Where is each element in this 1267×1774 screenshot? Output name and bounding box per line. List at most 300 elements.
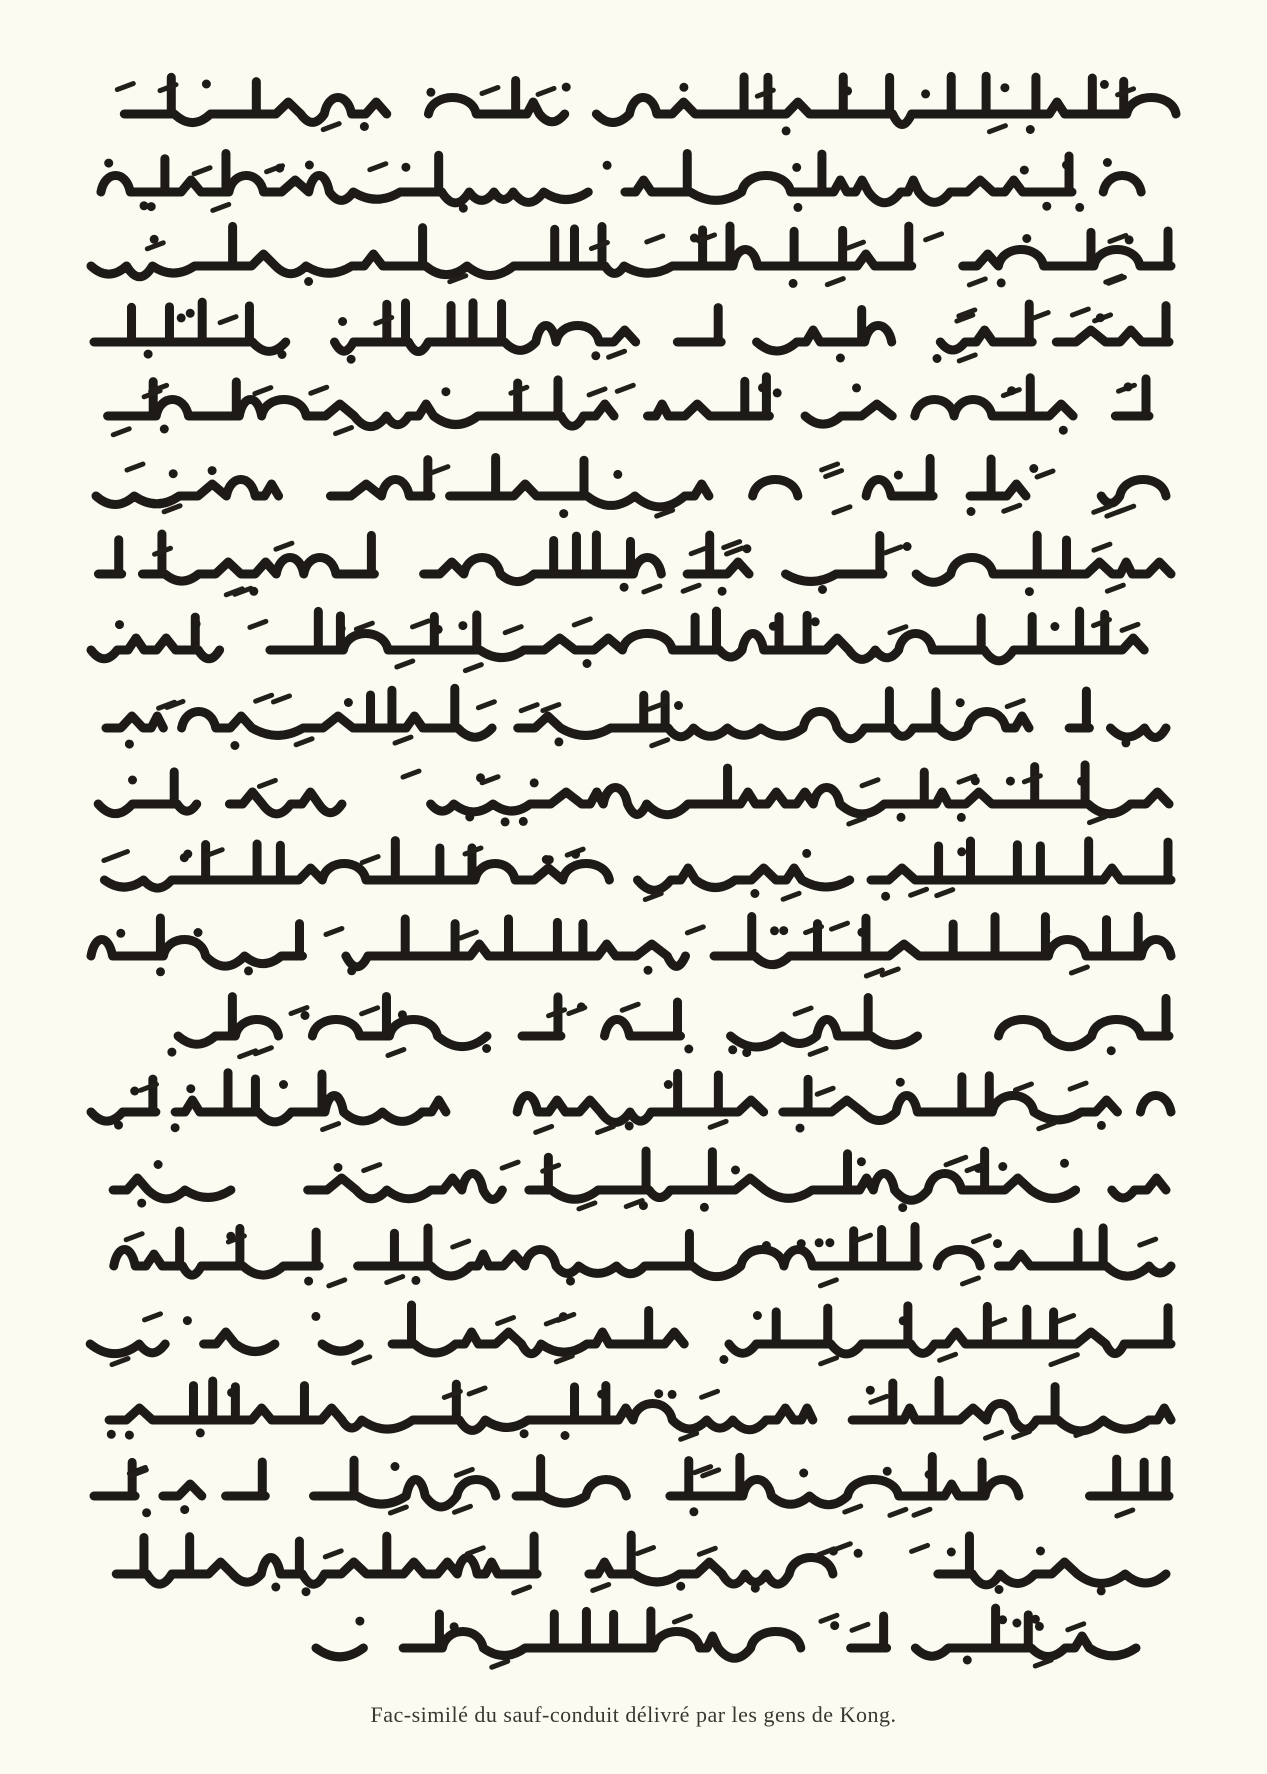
diacritic-dot: [208, 466, 217, 475]
diacritic-dot: [921, 89, 930, 98]
diacritic-mark: [276, 543, 292, 549]
diacritic-dot: [793, 203, 802, 212]
diacritic-dot: [1075, 203, 1084, 212]
diacritic-dot: [654, 1389, 663, 1398]
diacritic-mark: [912, 1545, 928, 1551]
diacritic-mark: [702, 1391, 718, 1397]
diacritic-dot: [355, 1617, 364, 1626]
diacritic-mark: [831, 923, 847, 929]
diacritic-mark: [326, 929, 342, 935]
diacritic-mark: [589, 389, 605, 395]
diacritic-dot: [897, 813, 906, 822]
diacritic-mark: [699, 1548, 715, 1554]
diacritic-dot: [1042, 202, 1051, 211]
diacritic-dot: [836, 354, 845, 363]
script-stroke: [108, 377, 1149, 427]
diacritic-dot: [797, 1239, 806, 1248]
diacritic-mark: [1032, 313, 1048, 319]
diacritic-dot: [115, 620, 124, 629]
diacritic-dot: [854, 1549, 863, 1558]
diacritic-mark: [465, 665, 481, 671]
manuscript-line: [86, 684, 1196, 750]
diacritic-dot: [183, 1316, 192, 1325]
diacritic-dot: [843, 86, 852, 95]
diacritic-dot: [731, 1166, 740, 1175]
diacritic-dot: [753, 1311, 762, 1320]
diacritic-mark: [638, 1548, 654, 1554]
diacritic-mark: [986, 1432, 1002, 1438]
diacritic-mark: [826, 471, 842, 477]
diacritic-mark: [1051, 1359, 1067, 1365]
diacritic-mark: [390, 1507, 406, 1513]
diacritic-mark: [959, 355, 975, 361]
diacritic-mark: [498, 1318, 514, 1324]
diacritic-dot: [192, 619, 201, 628]
diacritic-dot: [591, 351, 600, 360]
diacritic-dot: [690, 234, 699, 243]
diacritic-dot: [664, 1080, 673, 1089]
diacritic-dot: [1100, 80, 1109, 89]
diacritic-dot: [360, 122, 369, 131]
diacritic-mark: [502, 1162, 518, 1168]
diacritic-mark: [456, 1469, 472, 1475]
diacritic-mark: [505, 627, 521, 633]
diacritic-dot: [830, 1621, 839, 1630]
diacritic-mark: [1122, 624, 1138, 630]
diacritic-dot: [1107, 1046, 1116, 1055]
diacritic-dot: [147, 202, 156, 211]
diacritic-mark: [810, 1048, 826, 1054]
diacritic-mark: [453, 1241, 469, 1247]
diacritic-mark: [250, 621, 266, 627]
diacritic-mark: [597, 1127, 613, 1133]
manuscript-line: [86, 1146, 1196, 1212]
diacritic-dot: [866, 1386, 875, 1395]
diacritic-dot: [597, 1390, 606, 1399]
diacritic-dot: [1025, 587, 1034, 596]
diacritic-mark: [724, 542, 740, 548]
diacritic-dot: [186, 1084, 195, 1093]
diacritic-dot: [271, 1583, 280, 1592]
script-stroke: [94, 1456, 1169, 1507]
diacritic-dot: [562, 83, 571, 92]
script-stroke: [101, 153, 1141, 202]
diacritic-dot: [116, 929, 125, 938]
diacritic-mark: [683, 585, 699, 591]
diacritic-dot: [301, 1011, 310, 1020]
diacritic-dot: [171, 1123, 180, 1132]
diacritic-dot: [125, 740, 134, 749]
manuscript-line: [86, 606, 1196, 672]
diacritic-dot: [104, 159, 113, 168]
diacritic-mark: [397, 661, 413, 667]
diacritic-dot: [542, 855, 551, 864]
diacritic-dot: [1022, 234, 1031, 243]
diacritic-dot: [482, 1044, 491, 1053]
script-stroke: [98, 765, 1169, 815]
diacritic-dot: [857, 1157, 866, 1166]
diacritic-mark: [1110, 235, 1126, 241]
diacritic-dot: [227, 1388, 236, 1397]
diacritic-dot: [107, 1430, 116, 1439]
diacritic-dot: [154, 1160, 163, 1169]
diacritic-dot: [1121, 738, 1130, 747]
diacritic-dot: [144, 350, 153, 359]
diacritic-dot: [894, 471, 903, 480]
diacritic-dot: [1012, 1619, 1021, 1628]
diacritic-mark: [890, 1509, 906, 1515]
manuscript-line: [86, 1530, 1196, 1596]
diacritic-mark: [885, 547, 901, 553]
diacritic-mark: [989, 126, 1005, 132]
diacritic-dot: [302, 1587, 311, 1596]
diacritic-dot: [674, 701, 683, 710]
diacritic-mark: [538, 88, 554, 94]
diacritic-mark: [556, 1356, 572, 1362]
diacritic-dot: [561, 1431, 570, 1440]
diacritic-dot: [1124, 382, 1133, 391]
diacritic-dot: [742, 1048, 751, 1057]
diacritic-dot: [967, 507, 976, 516]
diacritic-dot: [644, 966, 653, 975]
diacritic-mark: [478, 702, 494, 708]
diacritic-dot: [311, 1312, 320, 1321]
diacritic-dot: [167, 1048, 176, 1057]
diacritic-dot: [802, 849, 811, 858]
manuscript-line: [86, 1376, 1196, 1442]
manuscript-line: [86, 148, 1196, 214]
diacritic-mark: [871, 1396, 887, 1402]
diacritic-dot: [391, 1462, 400, 1471]
diacritic-dot: [279, 1080, 288, 1089]
manuscript-line: [86, 452, 1196, 518]
manuscript-line: [86, 1452, 1196, 1518]
diacritic-dot: [347, 966, 356, 975]
diacritic-mark: [155, 548, 171, 554]
diacritic-mark: [465, 848, 481, 854]
diacritic-mark: [849, 818, 865, 824]
manuscript-line: [86, 530, 1196, 596]
diacritic-dot: [130, 1087, 139, 1096]
diacritic-dot: [226, 1232, 235, 1241]
diacritic-dot: [501, 817, 510, 826]
diacritic-dot: [450, 1622, 459, 1631]
script-stroke: [316, 1608, 1136, 1658]
diacritic-dot: [947, 1548, 956, 1557]
diacritic-dot: [603, 161, 612, 170]
diacritic-mark: [1037, 471, 1053, 477]
diacritic-mark: [323, 1124, 339, 1130]
manuscript-line: [86, 760, 1196, 826]
diacritic-mark: [104, 855, 120, 861]
diacritic-mark: [259, 780, 275, 786]
diacritic-dot: [789, 279, 798, 288]
arabic-manuscript-image: [86, 60, 1196, 1645]
diacritic-dot: [963, 1656, 972, 1665]
script-stroke: [113, 1151, 1166, 1200]
diacritic-mark: [593, 1585, 609, 1591]
diacritic-mark: [387, 1277, 403, 1283]
diacritic-dot: [1000, 83, 1009, 92]
diacritic-dot: [160, 425, 169, 434]
diacritic-mark: [370, 164, 386, 170]
diacritic-dot: [1050, 622, 1059, 631]
diacritic-dot: [1062, 161, 1071, 170]
diacritic-dot: [180, 1505, 189, 1514]
diacritic-mark: [645, 894, 661, 900]
diacritic-mark: [273, 696, 289, 702]
diacritic-dot: [998, 1615, 1007, 1624]
diacritic-dot: [275, 164, 284, 173]
diacritic-dot: [344, 698, 353, 707]
diacritic-mark: [1107, 510, 1123, 516]
facsimile-plate: [62, 48, 1212, 1668]
diacritic-mark: [362, 1008, 378, 1014]
diacritic-mark: [914, 1509, 930, 1515]
figure-caption: Fac-similé du sauf-conduit délivré par les gens de Kong.: [370, 1702, 897, 1727]
diacritic-dot: [956, 698, 965, 707]
diacritic-mark: [1094, 544, 1110, 550]
manuscript-line: [86, 1300, 1196, 1366]
diacritic-mark: [609, 351, 625, 357]
diacritic-mark: [543, 705, 559, 711]
diacritic-dot: [278, 350, 287, 359]
diacritic-mark: [940, 1354, 956, 1360]
diacritic-mark: [644, 586, 660, 592]
diacritic-dot: [186, 309, 195, 318]
manuscript-line: [86, 1222, 1196, 1288]
diacritic-mark: [126, 1234, 142, 1240]
diacritic-dot: [995, 1585, 1004, 1594]
diacritic-mark: [1035, 1660, 1051, 1666]
diacritic-dot: [202, 80, 211, 89]
diacritic-dot: [304, 1277, 313, 1286]
manuscript-line: [86, 372, 1196, 438]
diacritic-mark: [323, 124, 339, 130]
diacritic-dot: [426, 88, 435, 97]
diacritic-mark: [403, 771, 419, 777]
diacritic-dot: [811, 617, 820, 626]
diacritic-dot: [458, 621, 467, 630]
diacritic-mark: [127, 464, 143, 470]
diacritic-dot: [583, 659, 592, 668]
diacritic-mark: [834, 1544, 850, 1550]
diacritic-dot: [1007, 386, 1016, 395]
diacritic-mark: [412, 621, 428, 627]
diacritic-mark: [946, 1159, 962, 1165]
script-stroke: [91, 1073, 1171, 1123]
diacritic-mark: [1089, 817, 1105, 823]
diacritic-dot: [530, 778, 539, 787]
diacritic-mark: [937, 890, 953, 896]
manuscript-line: [86, 70, 1196, 136]
diacritic-mark: [821, 1358, 837, 1364]
diacritic-mark: [681, 1433, 697, 1439]
diacritic-dot: [993, 1239, 1002, 1248]
diacritic-dot: [114, 1121, 123, 1130]
diacritic-mark: [795, 1008, 811, 1014]
diacritic-dot: [925, 1470, 934, 1479]
diacritic-dot: [334, 1163, 343, 1172]
diacritic-mark: [1070, 1083, 1086, 1089]
diacritic-dot: [196, 1428, 205, 1437]
diacritic-dot: [799, 1469, 808, 1478]
diacritic-dot: [719, 1355, 728, 1364]
script-stroke: [94, 996, 1169, 1046]
script-stroke: [91, 226, 1171, 277]
script-stroke: [94, 302, 1169, 351]
diacritic-mark: [817, 1088, 833, 1094]
diacritic-mark: [820, 1280, 836, 1286]
diacritic-mark: [454, 1506, 470, 1512]
script-stroke: [88, 76, 1176, 124]
diacritic-dot: [758, 383, 767, 392]
diacritic-dot: [230, 741, 239, 750]
diacritic-dot: [125, 1431, 134, 1440]
diacritic-mark: [536, 1126, 552, 1132]
diacritic-dot: [957, 847, 966, 856]
diacritic-mark: [647, 236, 663, 242]
diacritic-dot: [792, 163, 801, 172]
diacritic-mark: [1015, 1084, 1031, 1090]
diacritic-mark: [521, 705, 537, 711]
diacritic-mark: [962, 1278, 978, 1284]
diacritic-mark: [1004, 505, 1020, 511]
diacritic-dot: [818, 585, 827, 594]
diacritic-dot: [625, 1122, 634, 1131]
diacritic-mark: [617, 385, 633, 391]
diacritic-mark: [388, 1050, 404, 1056]
diacritic-dot: [1041, 927, 1050, 936]
script-stroke: [116, 1535, 1166, 1585]
diacritic-dot: [1036, 1547, 1045, 1556]
diacritic-dot: [751, 1584, 760, 1593]
diacritic-mark: [911, 889, 927, 895]
diacritic-mark: [710, 1121, 726, 1127]
diacritic-mark: [827, 279, 843, 285]
diacritic-dot: [305, 161, 314, 170]
diacritic-dot: [1077, 777, 1086, 786]
diacritic-dot: [1097, 1121, 1106, 1130]
diacritic-dot: [1060, 1159, 1069, 1168]
diacritic-dot: [411, 1276, 420, 1285]
diacritic-dot: [881, 892, 890, 901]
diacritic-dot: [169, 469, 178, 478]
diacritic-mark: [687, 927, 703, 933]
diacritic-mark: [845, 1506, 861, 1512]
diacritic-dot: [974, 1164, 983, 1173]
manuscript-line: [86, 836, 1196, 902]
diacritic-dot: [770, 926, 779, 935]
diacritic-mark: [847, 242, 863, 248]
manuscript-line: [86, 1068, 1196, 1134]
diacritic-mark: [469, 1388, 485, 1394]
diacritic-mark: [691, 548, 707, 554]
diacritic-dot: [883, 1467, 892, 1476]
diacritic-mark: [325, 1551, 341, 1557]
diacritic-mark: [514, 1587, 530, 1593]
diacritic-mark: [467, 1548, 483, 1554]
script-stroke: [90, 1305, 1171, 1354]
diacritic-dot: [1026, 125, 1035, 134]
diacritic-mark: [862, 780, 878, 786]
diacritic-dot: [825, 1238, 834, 1247]
diacritic-dot: [1006, 777, 1015, 786]
diacritic-dot: [933, 354, 942, 363]
diacritic-dot: [773, 388, 782, 397]
diacritic-dot: [554, 737, 563, 746]
diacritic-dot: [896, 1078, 905, 1087]
diacritic-dot: [337, 624, 346, 633]
diacritic-dot: [180, 853, 189, 862]
diacritic-mark: [926, 234, 942, 240]
manuscript-line: [86, 912, 1196, 978]
diacritic-mark: [569, 1008, 585, 1014]
script-stroke: [104, 841, 1171, 891]
diacritic-dot: [898, 1203, 907, 1212]
diacritic-dot: [1059, 426, 1068, 435]
diacritic-dot: [465, 813, 474, 822]
diacritic-mark: [1058, 1316, 1074, 1322]
diacritic-dot: [997, 278, 1006, 287]
diacritic-mark: [364, 1165, 380, 1171]
diacritic-dot: [620, 583, 629, 592]
diacritic-dot: [566, 1277, 575, 1286]
diacritic-mark: [432, 467, 448, 473]
diacritic-dot: [249, 587, 258, 596]
diacritic-mark: [1014, 1432, 1030, 1438]
diacritic-dot: [441, 387, 450, 396]
diacritic-dot: [142, 1508, 151, 1517]
diacritic-mark: [822, 464, 838, 470]
diacritic-dot: [971, 776, 980, 785]
diacritic-mark: [329, 1280, 345, 1286]
diacritic-dot: [571, 850, 580, 859]
diacritic-dot: [857, 928, 866, 937]
diacritic-dot: [398, 1010, 407, 1019]
diacritic-mark: [890, 627, 906, 633]
diacritic-mark: [1117, 1510, 1133, 1516]
diacritic-mark: [969, 279, 985, 285]
diacritic-mark: [395, 737, 411, 743]
manuscript-line: [86, 992, 1196, 1058]
diacritic-mark: [255, 388, 271, 394]
diacritic-mark: [256, 695, 272, 701]
diacritic-dot: [1097, 1586, 1106, 1595]
diacritic-mark: [492, 1661, 508, 1667]
diacritic-mark: [1068, 1624, 1084, 1630]
script-stroke: [98, 534, 1171, 582]
diacritic-mark: [674, 1616, 690, 1622]
diacritic-dot: [559, 509, 568, 518]
diacritic-mark: [852, 1624, 868, 1630]
diacritic-dot: [903, 542, 912, 551]
diacritic-mark: [834, 507, 850, 513]
diacritic-mark: [1072, 309, 1088, 315]
diacritic-mark: [1140, 1239, 1156, 1245]
diacritic-mark: [213, 204, 229, 210]
diacritic-dot: [1103, 158, 1112, 167]
diacritic-dot: [762, 1241, 771, 1250]
diacritic-mark: [255, 1048, 271, 1054]
diacritic-dot: [401, 163, 410, 172]
diacritic-mark: [973, 1236, 989, 1242]
diacritic-mark: [622, 1004, 638, 1010]
diacritic-dot: [347, 355, 356, 364]
diacritic-mark: [117, 84, 133, 90]
diacritic-mark: [652, 740, 668, 746]
diacritic-mark: [1007, 701, 1023, 707]
